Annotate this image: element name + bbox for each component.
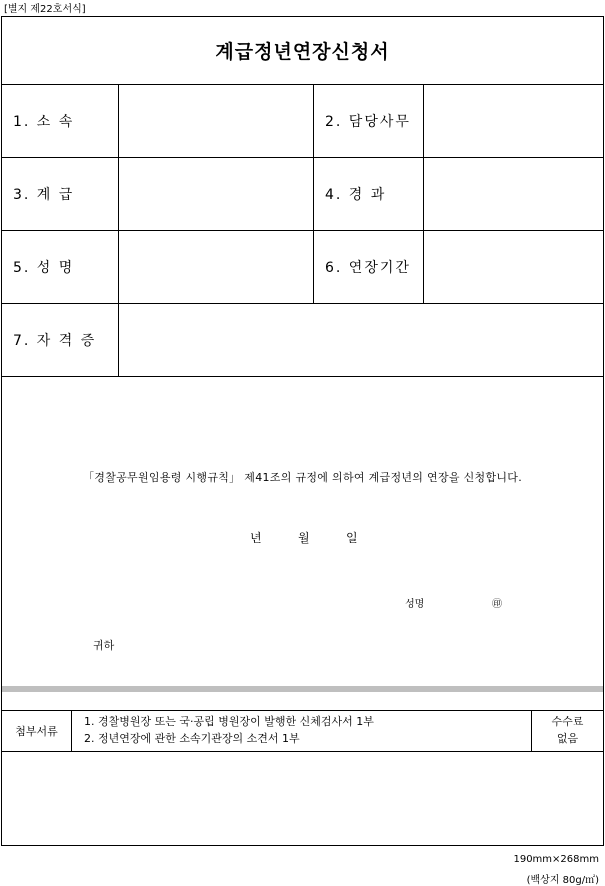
input-qualification[interactable] [118, 303, 603, 376]
attachments-list [71, 711, 531, 751]
form-title: 계급정년연장신청서 [215, 41, 390, 63]
date-month: 월 [298, 531, 310, 545]
input-elapsed[interactable] [423, 157, 603, 230]
attachments-row [2, 710, 603, 752]
paper-type: (백상지 80g/㎡) [526, 875, 599, 886]
addressee: 귀하 [93, 639, 115, 652]
row-rank [2, 157, 603, 231]
row-name [2, 230, 603, 304]
signature-label: 성명 [405, 599, 425, 610]
input-rank[interactable] [118, 157, 313, 230]
application-form [1, 16, 604, 846]
attachment-item: 2. 정년연장에 관한 소속기관장의 소견서 1부 [84, 732, 300, 745]
label-rank: 3. 계 급 [13, 186, 75, 203]
date-year: 년 [250, 531, 262, 545]
label-affiliation: 1. 소 속 [13, 113, 75, 130]
label-name: 5. 성 명 [13, 259, 75, 276]
label-extension-period: 6. 연장기간 [313, 230, 423, 303]
fee-value: 없음 [556, 732, 579, 745]
paper-size: 190mm×268mm [513, 854, 599, 865]
label-elapsed: 4. 경 과 [313, 157, 423, 230]
fee-cell [531, 711, 603, 751]
attachment-item: 1. 경찰병원장 또는 국·공립 병원장이 발행한 신체검사서 1부 [84, 715, 374, 728]
application-statement: 「경찰공무원임용령 시행규칙」 제41조의 규정에 의하여 계급정년의 연장을 신청합니다. [82, 471, 523, 484]
form-number: [별지 제22호서식] [4, 4, 86, 15]
row-qualification [2, 303, 603, 377]
input-extension-period[interactable] [423, 230, 603, 303]
input-name[interactable] [118, 230, 313, 303]
row-affiliation [2, 84, 603, 158]
input-duty[interactable] [423, 84, 603, 157]
date-day: 일 [346, 531, 358, 545]
label-duty: 2. 담당사무 [313, 84, 423, 157]
fee-label: 수수료 [551, 715, 584, 728]
input-affiliation[interactable] [118, 84, 313, 157]
seal-mark: ㊞ [492, 599, 502, 610]
section-divider [2, 686, 603, 692]
title-row [2, 17, 603, 85]
attachments-label: 첨부서류 [15, 725, 58, 738]
label-qualification: 7. 자 격 증 [13, 332, 97, 349]
